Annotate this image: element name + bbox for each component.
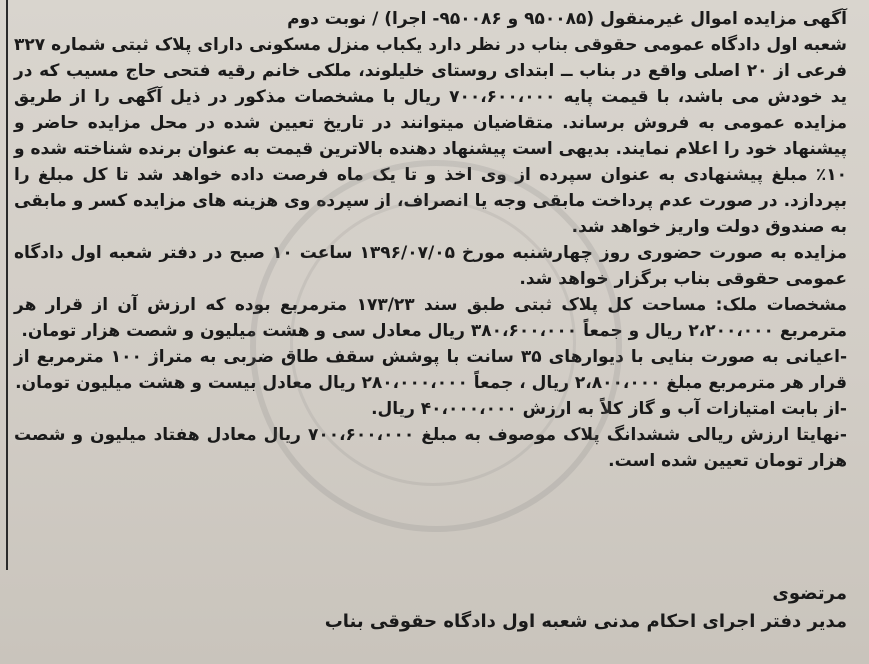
notice-paragraph-building: -اعیانی به صورت بنایی با دیوارهای ۳۵ سانت با پوشش سقف طاق ضربی به متراژ ۱۰۰ مترمربع از قرار هر مترمربع مبلغ ۲،۸۰۰،۰۰۰ ریال ، جمعاً ۲۸۰،۰۰۰،۰۰۰ ریال معادل بیست و هشت میلیون تومان. (14, 347, 848, 393)
notice-paragraph-specs: مشخصات ملک: مساحت کل پلاک ثبتی طبق سند ۱۷۳/۲۳ مترمربع بوده که ارزش آن از قرار هر مترمربع ۲،۲۰۰،۰۰۰ ریال و جمعاً ۳۸۰،۶۰۰،۰۰۰ ریال معادل سی و هشت میلیون و شصت هزار تومان. (14, 295, 847, 341)
notice-paragraph-main: شعبه اول دادگاه عمومی حقوقی بناب در نظر دارد یکباب منزل مسکونی دارای پلاک ثبتی شماره ۳۲۷ فرعی از ۲۰ اصلی واقع در بناب ــ ابتدای روستای خلیلوند، ملکی خانم رقیه فتحی حاج مسیب که در ید خودش می باشد، با قیمت پایه ۷۰۰،۶۰۰،۰۰۰ ریال با مشخصات مذکور در ذیل آگهی را از طریق مزایده عمومی به فروش برساند. متقاضیان میتوانند در تاریخ تعیین شده در محل مزایده حاضر و پیشنهاد خود را اعلام نمایند. بدیهی است پیشنهاد دهنده بالاترین قیمت به عنوان برنده شناخته شده و ۱۰٪ مبلغ پیشنهادی به عنوان سپرده از وی اخذ و تا یک ماه فرصت داده خواهد شد تا کل مبلغ را بپردازد. در صورت عدم پرداخت مابقی وجه یا انصراف، از سپرده وی هزینه های مزایده کسر و مابقی به صندوق دولت واریز خواهد شد. (14, 35, 847, 237)
column-rule (6, 0, 8, 570)
notice-title: آگهی مزایده اموال غیرمنقول (۹۵۰۰۸۵ و ۹۵۰۰۸۶- اجرا) / نوبت دوم (287, 9, 847, 29)
notice-paragraph-total: -نهایتا ارزش ریالی ششدانگ پلاک موصوف به مبلغ ۷۰۰،۶۰۰،۰۰۰ ریال معادل هفتاد میلیون و شصت هزار تومان تعیین شده است. (14, 425, 847, 471)
signatory-name: مرتضوی (772, 583, 847, 604)
signatory-position: مدیر دفتر اجرای احکام مدنی شعبه اول دادگاه حقوقی بناب (324, 611, 847, 632)
signature-block (325, 580, 847, 636)
notice-paragraph-session: مزایده به صورت حضوری روز چهارشنبه مورخ ۱۳۹۶/۰۷/۰۵ ساعت ۱۰ صبح در دفتر شعبه اول دادگاه عمومی حقوقی بناب برگزار خواهد شد. (14, 243, 847, 289)
notice-paragraph-utilities: -از بابت امتیازات آب و گاز کلاً به ارزش ۴۰،۰۰۰،۰۰۰ ریال. (371, 399, 847, 419)
